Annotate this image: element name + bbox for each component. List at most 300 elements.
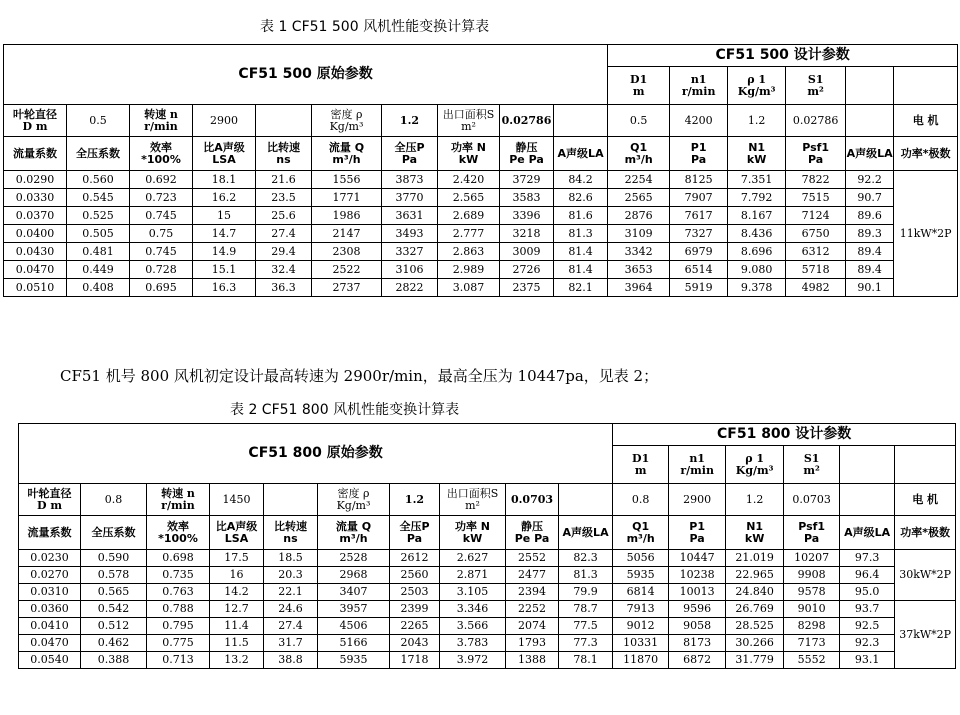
column-header: 流量系数 bbox=[19, 516, 81, 550]
data-cell: 0.723 bbox=[130, 189, 193, 207]
param-cell: 0.02786 bbox=[786, 105, 846, 137]
data-cell: 5166 bbox=[318, 635, 390, 652]
data-cell: 2.863 bbox=[438, 243, 500, 261]
data-cell: 0.0470 bbox=[4, 261, 67, 279]
data-cell: 2308 bbox=[312, 243, 382, 261]
data-cell: 10013 bbox=[669, 584, 726, 601]
data-cell: 4982 bbox=[786, 279, 846, 297]
data-cell: 0.0330 bbox=[4, 189, 67, 207]
data-cell: 0.735 bbox=[147, 567, 210, 584]
table-row bbox=[4, 261, 958, 279]
data-cell: 38.8 bbox=[264, 652, 318, 669]
table-row bbox=[4, 189, 958, 207]
data-cell: 0.0360 bbox=[19, 601, 81, 618]
column-header: Psf1 Pa bbox=[786, 137, 846, 171]
column-header: 静压 Pe Pa bbox=[500, 137, 554, 171]
data-cell: 3964 bbox=[608, 279, 670, 297]
param-cell: 转速 n r/min bbox=[147, 484, 210, 516]
data-cell: 11.5 bbox=[210, 635, 264, 652]
data-cell: 3396 bbox=[500, 207, 554, 225]
data-cell: 1388 bbox=[506, 652, 559, 669]
data-cell: 2876 bbox=[608, 207, 670, 225]
data-cell: 16.2 bbox=[193, 189, 256, 207]
design-param-header: n1 r/min bbox=[669, 446, 726, 484]
column-header: 流量 Q m³/h bbox=[318, 516, 390, 550]
data-cell: 6872 bbox=[669, 652, 726, 669]
data-cell: 82.6 bbox=[554, 189, 608, 207]
data-cell: 2565 bbox=[608, 189, 670, 207]
data-cell: 81.3 bbox=[559, 567, 613, 584]
performance-table-2 bbox=[18, 423, 956, 669]
column-header: P1 Pa bbox=[669, 516, 726, 550]
data-cell: 2.689 bbox=[438, 207, 500, 225]
design-param-header: ρ 1 Kg/m³ bbox=[728, 67, 786, 105]
param-cell: 2900 bbox=[669, 484, 726, 516]
data-cell: 5935 bbox=[318, 652, 390, 669]
data-cell: 6979 bbox=[670, 243, 728, 261]
data-cell: 28.525 bbox=[726, 618, 784, 635]
data-cell: 2043 bbox=[390, 635, 440, 652]
data-cell: 8298 bbox=[784, 618, 840, 635]
data-cell: 10447 bbox=[669, 550, 726, 567]
column-header: N1 kW bbox=[726, 516, 784, 550]
column-header: 功率 N kW bbox=[438, 137, 500, 171]
data-cell: 13.2 bbox=[210, 652, 264, 669]
data-cell: 3873 bbox=[382, 171, 438, 189]
data-cell: 8173 bbox=[669, 635, 726, 652]
data-cell: 27.4 bbox=[264, 618, 318, 635]
design-param-header: D1 m bbox=[608, 67, 670, 105]
data-cell: 0.0410 bbox=[19, 618, 81, 635]
data-cell: 16 bbox=[210, 567, 264, 584]
data-cell: 18.1 bbox=[193, 171, 256, 189]
data-cell: 7822 bbox=[786, 171, 846, 189]
data-cell: 3653 bbox=[608, 261, 670, 279]
data-cell: 2074 bbox=[506, 618, 559, 635]
data-cell: 0.775 bbox=[147, 635, 210, 652]
column-header: 比转速 ns bbox=[256, 137, 312, 171]
data-cell: 11870 bbox=[613, 652, 669, 669]
column-header: 功率*极数 bbox=[895, 516, 956, 550]
data-cell: 11.4 bbox=[210, 618, 264, 635]
data-cell: 5718 bbox=[786, 261, 846, 279]
data-cell: 92.3 bbox=[840, 635, 895, 652]
data-cell: 84.2 bbox=[554, 171, 608, 189]
design-param-header: S1 m² bbox=[786, 67, 846, 105]
data-cell: 7907 bbox=[670, 189, 728, 207]
table-cell bbox=[846, 67, 894, 105]
data-cell: 89.6 bbox=[846, 207, 894, 225]
design-param-header: n1 r/min bbox=[670, 67, 728, 105]
column-header: N1 kW bbox=[728, 137, 786, 171]
param-cell bbox=[846, 105, 894, 137]
data-cell: 20.3 bbox=[264, 567, 318, 584]
column-header: 比A声级 LSA bbox=[210, 516, 264, 550]
column-header-row bbox=[19, 516, 956, 550]
table-row bbox=[19, 550, 956, 567]
data-cell: 82.3 bbox=[559, 550, 613, 567]
table1-caption: 表 1 CF51 500 风机性能变换计算表 bbox=[260, 19, 490, 35]
param-row bbox=[4, 105, 958, 137]
data-cell: 7.351 bbox=[728, 171, 786, 189]
data-cell: 0.0470 bbox=[19, 635, 81, 652]
data-cell: 8125 bbox=[670, 171, 728, 189]
data-cell: 7327 bbox=[670, 225, 728, 243]
data-cell: 14.2 bbox=[210, 584, 264, 601]
data-cell: 89.4 bbox=[846, 243, 894, 261]
param-cell: 0.0703 bbox=[506, 484, 559, 516]
param-cell: 密度 ρ Kg/m³ bbox=[312, 105, 382, 137]
table-row bbox=[19, 584, 956, 601]
data-cell: 2375 bbox=[500, 279, 554, 297]
param-cell: 0.5 bbox=[608, 105, 670, 137]
table-row bbox=[19, 635, 956, 652]
column-header: 全压系数 bbox=[81, 516, 147, 550]
param-cell: 1.2 bbox=[726, 484, 784, 516]
data-cell: 2399 bbox=[390, 601, 440, 618]
param-cell: 0.02786 bbox=[500, 105, 554, 137]
data-cell: 1718 bbox=[390, 652, 440, 669]
data-cell: 89.4 bbox=[846, 261, 894, 279]
data-cell: 77.5 bbox=[559, 618, 613, 635]
data-cell: 97.3 bbox=[840, 550, 895, 567]
data-cell: 3.972 bbox=[440, 652, 506, 669]
data-cell: 0.462 bbox=[81, 635, 147, 652]
data-cell: 15 bbox=[193, 207, 256, 225]
param-cell bbox=[256, 105, 312, 137]
data-cell: 96.4 bbox=[840, 567, 895, 584]
table-cell bbox=[895, 446, 956, 484]
param-cell: 1.2 bbox=[728, 105, 786, 137]
data-cell: 3957 bbox=[318, 601, 390, 618]
data-cell: 0.0230 bbox=[19, 550, 81, 567]
data-cell: 2503 bbox=[390, 584, 440, 601]
data-cell: 6750 bbox=[786, 225, 846, 243]
data-cell: 6514 bbox=[670, 261, 728, 279]
data-cell: 21.019 bbox=[726, 550, 784, 567]
data-cell: 0.692 bbox=[130, 171, 193, 189]
data-cell: 10238 bbox=[669, 567, 726, 584]
data-cell: 3493 bbox=[382, 225, 438, 243]
data-cell: 3.087 bbox=[438, 279, 500, 297]
data-cell: 14.9 bbox=[193, 243, 256, 261]
original-params-title: CF51 800 原始参数 bbox=[19, 424, 613, 484]
data-cell: 93.7 bbox=[840, 601, 895, 618]
param-cell: 叶轮直径 D m bbox=[4, 105, 67, 137]
data-cell: 2612 bbox=[390, 550, 440, 567]
data-cell: 2254 bbox=[608, 171, 670, 189]
design-params-title: CF51 500 设计参数 bbox=[608, 45, 958, 67]
motor-spec: 11kW*2P bbox=[894, 171, 958, 297]
data-cell: 0.698 bbox=[147, 550, 210, 567]
data-cell: 0.75 bbox=[130, 225, 193, 243]
param-cell: 1.2 bbox=[390, 484, 440, 516]
data-cell: 30.266 bbox=[726, 635, 784, 652]
data-cell: 78.1 bbox=[559, 652, 613, 669]
data-cell: 3.783 bbox=[440, 635, 506, 652]
data-cell: 0.408 bbox=[67, 279, 130, 297]
data-cell: 22.965 bbox=[726, 567, 784, 584]
data-cell: 81.3 bbox=[554, 225, 608, 243]
data-cell: 8.696 bbox=[728, 243, 786, 261]
data-cell: 0.745 bbox=[130, 243, 193, 261]
data-cell: 92.5 bbox=[840, 618, 895, 635]
data-cell: 23.5 bbox=[256, 189, 312, 207]
table-cell bbox=[840, 446, 895, 484]
data-cell: 6312 bbox=[786, 243, 846, 261]
param-cell bbox=[264, 484, 318, 516]
data-cell: 9908 bbox=[784, 567, 840, 584]
data-cell: 21.6 bbox=[256, 171, 312, 189]
param-cell: 0.5 bbox=[67, 105, 130, 137]
data-cell: 81.4 bbox=[554, 261, 608, 279]
data-cell: 0.795 bbox=[147, 618, 210, 635]
data-cell: 0.565 bbox=[81, 584, 147, 601]
data-cell: 2.627 bbox=[440, 550, 506, 567]
design-params-title: CF51 800 设计参数 bbox=[613, 424, 956, 446]
data-cell: 1771 bbox=[312, 189, 382, 207]
design-param-header: S1 m² bbox=[784, 446, 840, 484]
column-header: 全压P Pa bbox=[382, 137, 438, 171]
param-cell: 叶轮直径 D m bbox=[19, 484, 81, 516]
data-cell: 0.0430 bbox=[4, 243, 67, 261]
table-row bbox=[19, 601, 956, 618]
data-cell: 2.777 bbox=[438, 225, 500, 243]
data-cell: 9012 bbox=[613, 618, 669, 635]
data-cell: 7.792 bbox=[728, 189, 786, 207]
param-cell: 2900 bbox=[193, 105, 256, 137]
data-cell: 0.745 bbox=[130, 207, 193, 225]
data-cell: 5552 bbox=[784, 652, 840, 669]
design-param-header: D1 m bbox=[613, 446, 669, 484]
param-cell: 0.0703 bbox=[784, 484, 840, 516]
data-cell: 0.590 bbox=[81, 550, 147, 567]
data-cell: 16.3 bbox=[193, 279, 256, 297]
data-cell: 10207 bbox=[784, 550, 840, 567]
data-cell: 18.5 bbox=[264, 550, 318, 567]
data-cell: 2822 bbox=[382, 279, 438, 297]
data-cell: 32.4 bbox=[256, 261, 312, 279]
performance-table-1 bbox=[3, 44, 958, 297]
column-header: 功率*极数 bbox=[894, 137, 958, 171]
table-row bbox=[4, 171, 958, 189]
data-cell: 8.436 bbox=[728, 225, 786, 243]
data-cell: 79.9 bbox=[559, 584, 613, 601]
data-cell: 2147 bbox=[312, 225, 382, 243]
data-cell: 0.728 bbox=[130, 261, 193, 279]
data-cell: 0.505 bbox=[67, 225, 130, 243]
data-cell: 9.378 bbox=[728, 279, 786, 297]
param-cell bbox=[559, 484, 613, 516]
data-cell: 95.0 bbox=[840, 584, 895, 601]
column-header: Q1 m³/h bbox=[608, 137, 670, 171]
data-cell: 3109 bbox=[608, 225, 670, 243]
param-cell: 密度 ρ Kg/m³ bbox=[318, 484, 390, 516]
data-cell: 2265 bbox=[390, 618, 440, 635]
data-cell: 5935 bbox=[613, 567, 669, 584]
data-cell: 12.7 bbox=[210, 601, 264, 618]
table2-caption: 表 2 CF51 800 风机性能变换计算表 bbox=[230, 402, 460, 418]
data-cell: 2726 bbox=[500, 261, 554, 279]
data-cell: 82.1 bbox=[554, 279, 608, 297]
data-cell: 9596 bbox=[669, 601, 726, 618]
data-cell: 9.080 bbox=[728, 261, 786, 279]
table-row bbox=[4, 225, 958, 243]
data-cell: 0.449 bbox=[67, 261, 130, 279]
data-cell: 0.388 bbox=[81, 652, 147, 669]
data-cell: 78.7 bbox=[559, 601, 613, 618]
data-cell: 0.0290 bbox=[4, 171, 67, 189]
data-cell: 3407 bbox=[318, 584, 390, 601]
data-cell: 0.512 bbox=[81, 618, 147, 635]
data-cell: 0.788 bbox=[147, 601, 210, 618]
data-cell: 2.565 bbox=[438, 189, 500, 207]
data-cell: 2560 bbox=[390, 567, 440, 584]
data-cell: 0.0270 bbox=[19, 567, 81, 584]
data-cell: 24.6 bbox=[264, 601, 318, 618]
data-cell: 31.779 bbox=[726, 652, 784, 669]
data-cell: 15.1 bbox=[193, 261, 256, 279]
data-cell: 3583 bbox=[500, 189, 554, 207]
data-cell: 92.2 bbox=[846, 171, 894, 189]
data-cell: 0.578 bbox=[81, 567, 147, 584]
data-cell: 3342 bbox=[608, 243, 670, 261]
data-cell: 2737 bbox=[312, 279, 382, 297]
param-cell bbox=[554, 105, 608, 137]
param-cell bbox=[840, 484, 895, 516]
data-cell: 17.5 bbox=[210, 550, 264, 567]
param-cell: 0.8 bbox=[613, 484, 669, 516]
data-cell: 0.0370 bbox=[4, 207, 67, 225]
data-cell: 2252 bbox=[506, 601, 559, 618]
data-cell: 81.6 bbox=[554, 207, 608, 225]
column-header: 流量 Q m³/h bbox=[312, 137, 382, 171]
motor-spec: 37kW*2P bbox=[895, 601, 956, 669]
data-cell: 2477 bbox=[506, 567, 559, 584]
data-cell: 0.481 bbox=[67, 243, 130, 261]
data-cell: 2522 bbox=[312, 261, 382, 279]
data-cell: 0.0310 bbox=[19, 584, 81, 601]
data-cell: 7173 bbox=[784, 635, 840, 652]
data-cell: 0.713 bbox=[147, 652, 210, 669]
param-cell: 1.2 bbox=[382, 105, 438, 137]
data-cell: 0.0540 bbox=[19, 652, 81, 669]
body-paragraph: CF51 机号 800 风机初定设计最高转速为 2900r/min，最高全压为 10447pa，见表 2； bbox=[60, 367, 659, 385]
data-cell: 14.7 bbox=[193, 225, 256, 243]
data-cell: 22.1 bbox=[264, 584, 318, 601]
motor-spec: 30kW*2P bbox=[895, 550, 956, 601]
column-header: Q1 m³/h bbox=[613, 516, 669, 550]
data-cell: 3631 bbox=[382, 207, 438, 225]
data-cell: 2.989 bbox=[438, 261, 500, 279]
data-cell: 7913 bbox=[613, 601, 669, 618]
param-cell: 1450 bbox=[210, 484, 264, 516]
column-header: 静压 Pe Pa bbox=[506, 516, 559, 550]
data-cell: 0.560 bbox=[67, 171, 130, 189]
data-cell: 36.3 bbox=[256, 279, 312, 297]
table-cell bbox=[894, 67, 958, 105]
data-cell: 0.0400 bbox=[4, 225, 67, 243]
data-cell: 77.3 bbox=[559, 635, 613, 652]
column-header: 全压P Pa bbox=[390, 516, 440, 550]
table-row bbox=[19, 652, 956, 669]
motor-header: 电 机 bbox=[895, 484, 956, 516]
column-header: 效率 *100% bbox=[147, 516, 210, 550]
data-cell: 81.4 bbox=[554, 243, 608, 261]
column-header: 比A声级 LSA bbox=[193, 137, 256, 171]
data-cell: 24.840 bbox=[726, 584, 784, 601]
column-header-row bbox=[4, 137, 958, 171]
data-cell: 0.763 bbox=[147, 584, 210, 601]
column-header: A声级LA bbox=[559, 516, 613, 550]
data-cell: 2968 bbox=[318, 567, 390, 584]
param-cell: 出口面积S m² bbox=[438, 105, 500, 137]
data-cell: 90.1 bbox=[846, 279, 894, 297]
table-row bbox=[4, 279, 958, 297]
motor-header: 电 机 bbox=[894, 105, 958, 137]
column-header: 功率 N kW bbox=[440, 516, 506, 550]
column-header: 全压系数 bbox=[67, 137, 130, 171]
param-cell: 0.8 bbox=[81, 484, 147, 516]
data-cell: 25.6 bbox=[256, 207, 312, 225]
data-cell: 26.769 bbox=[726, 601, 784, 618]
table-row bbox=[4, 207, 958, 225]
data-cell: 3.105 bbox=[440, 584, 506, 601]
data-cell: 27.4 bbox=[256, 225, 312, 243]
param-cell: 出口面积S m² bbox=[440, 484, 506, 516]
data-cell: 1556 bbox=[312, 171, 382, 189]
data-cell: 2.420 bbox=[438, 171, 500, 189]
data-cell: 0.0510 bbox=[4, 279, 67, 297]
data-cell: 0.695 bbox=[130, 279, 193, 297]
data-cell: 10331 bbox=[613, 635, 669, 652]
data-cell: 1986 bbox=[312, 207, 382, 225]
data-cell: 3009 bbox=[500, 243, 554, 261]
column-header: 流量系数 bbox=[4, 137, 67, 171]
data-cell: 2528 bbox=[318, 550, 390, 567]
data-cell: 9010 bbox=[784, 601, 840, 618]
param-cell: 4200 bbox=[670, 105, 728, 137]
column-header: 效率 *100% bbox=[130, 137, 193, 171]
original-params-title: CF51 500 原始参数 bbox=[4, 45, 608, 105]
data-cell: 2.871 bbox=[440, 567, 506, 584]
data-cell: 0.525 bbox=[67, 207, 130, 225]
data-cell: 3.346 bbox=[440, 601, 506, 618]
data-cell: 6814 bbox=[613, 584, 669, 601]
header-row bbox=[19, 424, 956, 446]
data-cell: 9578 bbox=[784, 584, 840, 601]
column-header: A声级LA bbox=[554, 137, 608, 171]
data-cell: 7617 bbox=[670, 207, 728, 225]
data-cell: 8.167 bbox=[728, 207, 786, 225]
table-row bbox=[19, 618, 956, 635]
data-cell: 1793 bbox=[506, 635, 559, 652]
data-cell: 93.1 bbox=[840, 652, 895, 669]
data-cell: 5056 bbox=[613, 550, 669, 567]
data-cell: 0.542 bbox=[81, 601, 147, 618]
column-header: A声级LA bbox=[846, 137, 894, 171]
data-cell: 89.3 bbox=[846, 225, 894, 243]
data-cell: 7124 bbox=[786, 207, 846, 225]
data-cell: 2394 bbox=[506, 584, 559, 601]
column-header: Psf1 Pa bbox=[784, 516, 840, 550]
data-cell: 9058 bbox=[669, 618, 726, 635]
param-row bbox=[19, 484, 956, 516]
data-cell: 3106 bbox=[382, 261, 438, 279]
data-cell: 5919 bbox=[670, 279, 728, 297]
data-cell: 3770 bbox=[382, 189, 438, 207]
data-cell: 2552 bbox=[506, 550, 559, 567]
